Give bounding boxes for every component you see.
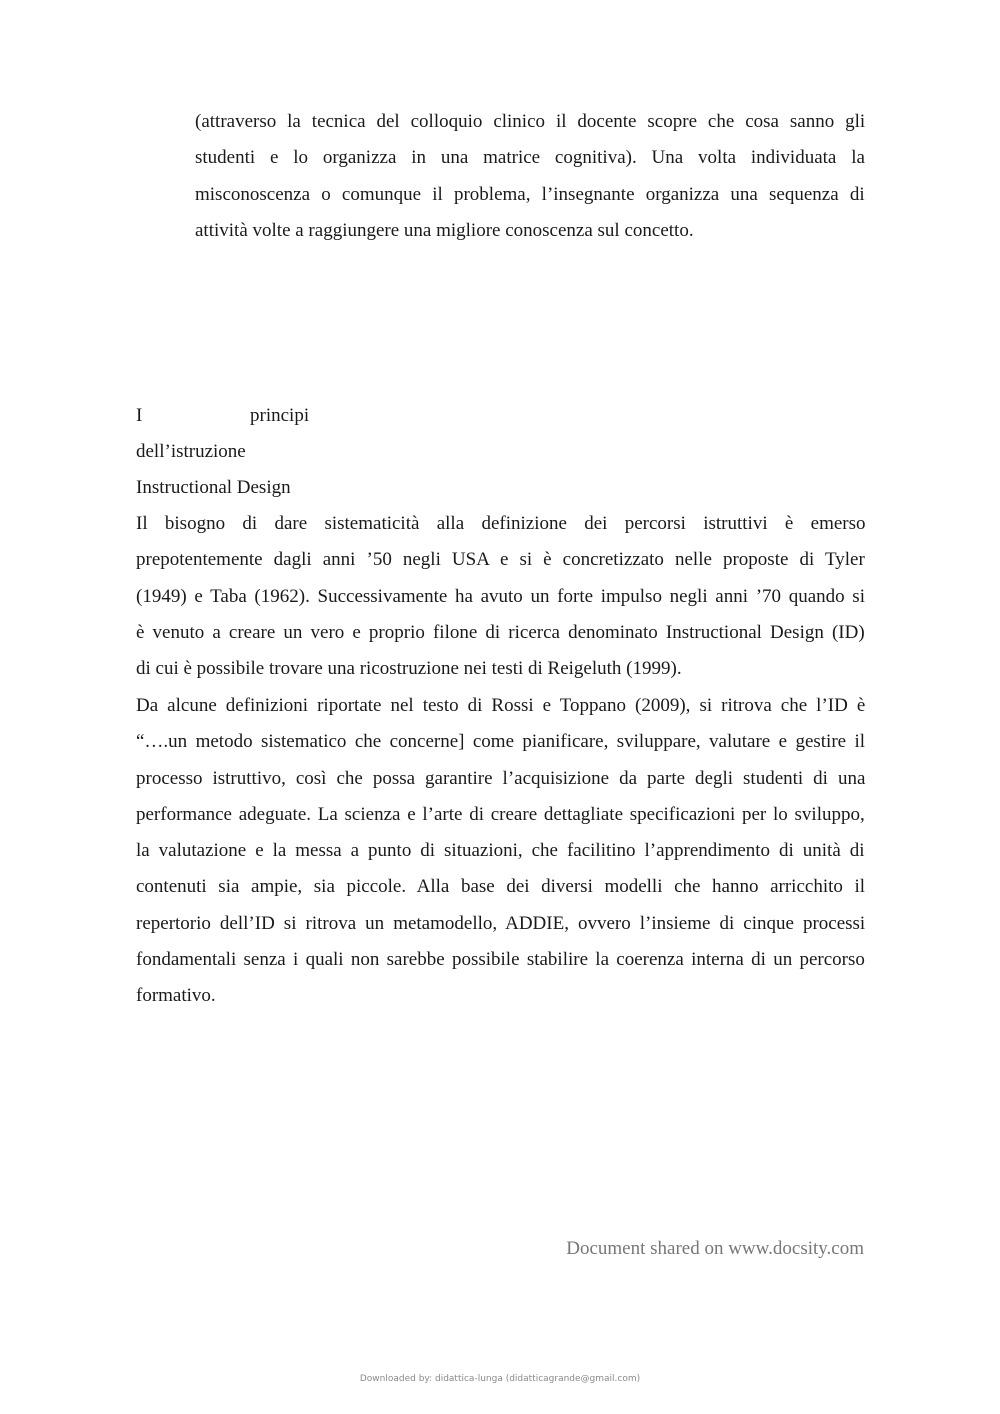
body2-line: “….un metodo sistematico che concerne] come pianificare, sviluppare, valutare e gestire il xyxy=(136,731,866,753)
body2-line: la valutazione e la messa a punto di situazioni, che facilitino l’apprendimento di unità di xyxy=(136,840,865,862)
intro-line: studenti e lo organizza in una matrice cognitiva). Una volta individuata la xyxy=(195,147,865,169)
docsity-share-notice[interactable]: Document shared on www.docsity.com xyxy=(566,1238,864,1259)
body1-line: è venuto a creare un vero e proprio filone di ricerca denominato Instructional Design (ID) xyxy=(136,621,865,643)
body2-line: Da alcune definizioni riportate nel testo di Rossi e Toppano (2009), si ritrova che l’ID è xyxy=(136,695,866,716)
body1-line: (1949) e Taba (1962). Successivamente ha avuto un forte impulso negli anni ’70 quando si xyxy=(136,585,865,607)
heading-word-principi: principi xyxy=(250,405,310,426)
body2-line: processo istruttivo, così che possa garantire l’acquisizione da parte degli studenti di una xyxy=(136,767,866,789)
body2-line: contenuti sia ampie, sia piccole. Alla base dei diversi modelli che hanno arricchito il xyxy=(136,876,866,898)
body-paragraph-1 xyxy=(136,506,865,687)
heading-word-i: I xyxy=(136,405,143,426)
intro-line: attività volte a raggiungere una migliore conoscenza sul concetto. xyxy=(195,219,694,241)
heading-line-instructional-design: Instructional Design xyxy=(136,477,291,498)
body2-line: fondamentali senza i quali non sarebbe possibile stabilire la coerenza interna di un percorso xyxy=(136,949,865,971)
body1-line: Il bisogno di dare sistematicità alla definizione dei percorsi istruttivi è emerso xyxy=(136,513,866,534)
body2-line: formativo. xyxy=(136,985,216,1007)
body2-line: repertorio dell’ID si ritrova un metamodello, ADDIE, ovvero l’insieme di cinque processi xyxy=(136,912,866,934)
intro-line: misconoscenza o comunque il problema, l’insegnante organizza una sequenza di xyxy=(195,183,865,205)
heading-line-istruzione: dell’istruzione xyxy=(136,441,246,462)
body2-line: performance adeguate. La scienza e l’arte di creare dettagliate specificazioni per lo sviluppo, xyxy=(136,803,865,825)
intro-paragraph xyxy=(195,104,865,249)
body1-line: di cui è possibile trovare una ricostruzione nei testi di Reigeluth (1999). xyxy=(136,658,682,680)
body1-line: prepotentemente dagli anni ’50 negli USA e si è concretizzato nelle proposte di Tyler xyxy=(136,549,865,571)
intro-line: (attraverso la tecnica del colloquio clinico il docente scopre che cosa sanno gli xyxy=(195,111,866,132)
download-watermark: Downloaded by: didattica-lunga (didatticagrande@gmail.com) xyxy=(359,1374,641,1384)
body-paragraph-2 xyxy=(136,688,865,1015)
